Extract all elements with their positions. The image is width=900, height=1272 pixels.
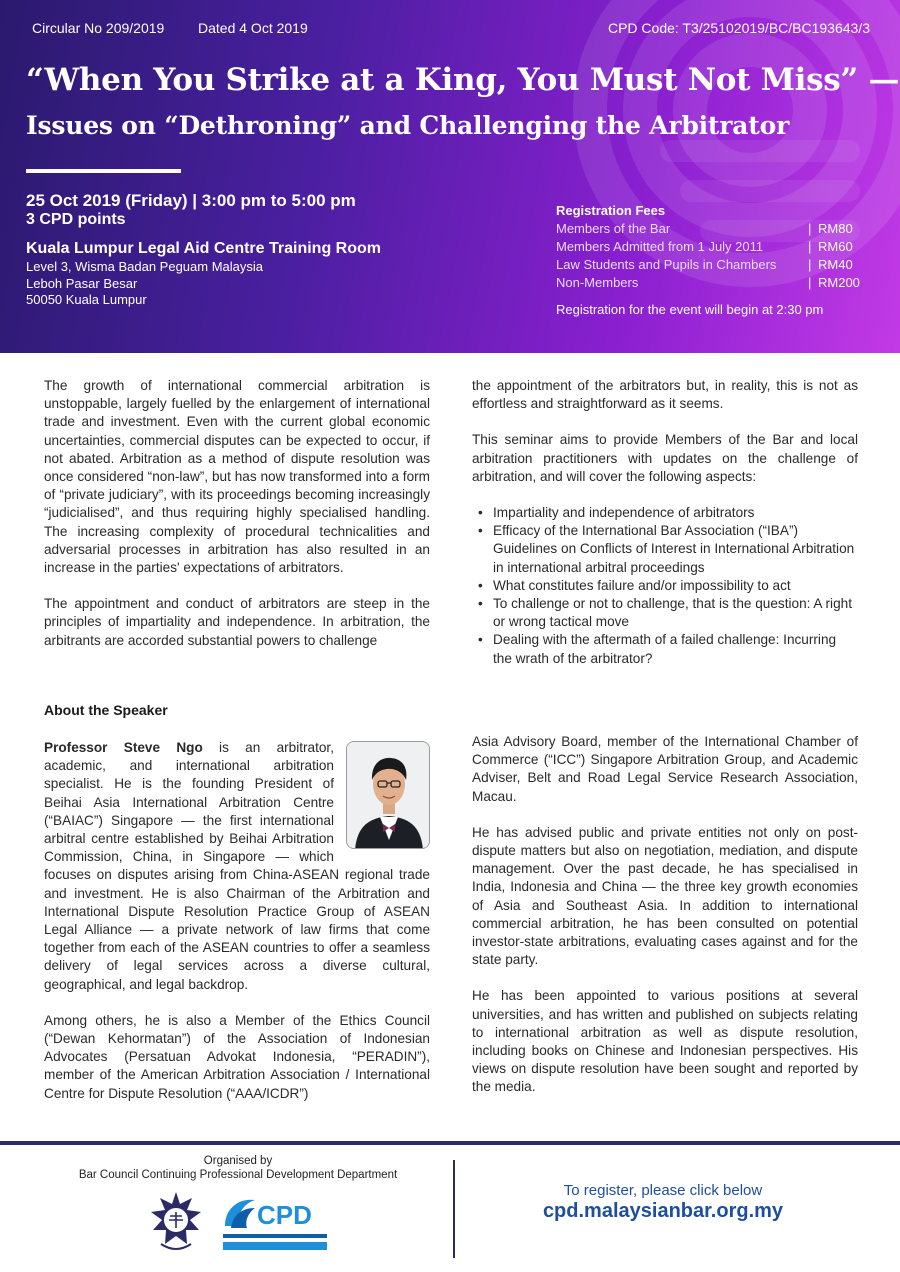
- speaker-bio-paragraph: He has advised public and private entities not only on post-dispute matters but also on negotiation, mediation, and dispute management. Over the past decade, he has specialised in India, Indonesia and China — the three key growth economies of Asia and Southeast Asia. In addition to international commercial arbitration, he has been consulted on potential investor-state arbitrations, evaluating cases against and for the state party.: [472, 824, 858, 968]
- svg-text:CPD: CPD: [257, 1200, 312, 1230]
- list-item: • Dealing with the aftermath of a failed challenge: Incurring the wrath of the arbitrator?: [472, 631, 858, 667]
- intro-paragraph: The growth of international commercial arbitration is unstoppable, largely fuelled by the enlargement of international trade and investment. Even with the current global economic uncertainties, commercial disputes can be expected to occur, if not abated. Arbitration as a method of dispute resolution was once considered “non-law”, but has now transformed into a form of “private judiciary”, with its proceedings becoming increasingly “judicialised”, and thus requiring highly specialised handling. The increasing complexity of procedural technicalities and adversarial processes in arbitration has also resulted in an increase in the parties' expectations of arbitrators.: [44, 378, 430, 576]
- footer-divider: [0, 1141, 900, 1145]
- event-date-time: 25 Oct 2019 (Friday) | 3:00 pm to 5:00 pm: [26, 191, 356, 210]
- title-underline: [26, 169, 181, 173]
- cpd-points: 3 CPD points: [26, 211, 126, 228]
- fee-category: Members of the Bar: [556, 221, 671, 236]
- intro-right-column: [472, 377, 858, 668]
- venue-address-line: Leboh Pasar Besar: [26, 276, 138, 291]
- fee-amount: RM80: [818, 221, 853, 236]
- fee-category: Law Students and Pupils in Chambers: [556, 257, 777, 272]
- register-prompt: To register, please click below: [563, 1182, 763, 1199]
- circular-date: Dated 4 Oct 2019: [198, 20, 308, 36]
- circular-number: Circular No 209/2019: [32, 20, 165, 36]
- speaker-right-column: [472, 733, 858, 1097]
- fee-category: Non-Members: [556, 275, 639, 290]
- fee-row: [556, 275, 876, 293]
- fee-amount: RM40: [818, 257, 853, 272]
- list-item: • What constitutes failure and/or impossibility to act: [472, 577, 858, 595]
- footer-vertical-divider: [453, 1160, 455, 1258]
- fee-row: [556, 239, 876, 257]
- event-title-line-2: Issues on “Dethroning” and Challenging the Arbitrator: [26, 111, 790, 140]
- fee-row: [556, 257, 876, 275]
- registration-fees-table: [556, 203, 876, 293]
- speaker-bio-paragraph: Among others, he is also a Member of the Ethics Council (“Dewan Kehormatan”) of the Association of Indonesian Advocates (Persatuan Advokat Indonesia, “PERADIN”), member of the American Arbitration Association / International Centre for Dispute Resolution (“AAA/ICDR”): [44, 1012, 430, 1101]
- register-link[interactable]: cpd.malaysianbar.org.my: [542, 1200, 784, 1222]
- fee-separator: |: [808, 239, 812, 254]
- speaker-name: Professor Steve Ngo: [44, 740, 203, 755]
- event-venue: Kuala Lumpur Legal Aid Centre Training Room: [26, 240, 381, 257]
- seminar-topics-list: [472, 504, 858, 668]
- decorative-swirl-graphic: [520, 0, 900, 353]
- list-item: • To challenge or not to challenge, that is the question: A right or wrong tactical move: [472, 595, 858, 631]
- intro-paragraph: This seminar aims to provide Members of the Bar and local arbitration practitioners with updates on the challenge of arbitration, and will cover the following aspects:: [472, 432, 858, 484]
- circular-info-bar: [32, 20, 870, 40]
- cpd-code: CPD Code: T3/25102019/BC/BC193643/3: [607, 20, 870, 36]
- speaker-left-column: [44, 739, 430, 1103]
- about-speaker-heading: About the Speaker: [44, 702, 168, 718]
- organiser-name: Bar Council Continuing Professional Development Department: [78, 1169, 398, 1181]
- registration-fees-title: Registration Fees: [556, 203, 666, 218]
- list-item: • Impartiality and independence of arbitrators: [472, 504, 858, 522]
- fee-separator: |: [808, 275, 812, 290]
- fee-separator: |: [808, 257, 812, 272]
- fee-separator: |: [808, 221, 812, 236]
- venue-address-line: Level 3, Wisma Badan Peguam Malaysia: [26, 259, 264, 274]
- event-header-banner: [0, 0, 900, 353]
- list-item: • Efficacy of the International Bar Association (“IBA”) Guidelines on Conflicts of Interest in International Arbitration in international arbitral proceedings: [472, 522, 858, 577]
- fee-amount: RM60: [818, 239, 853, 254]
- event-title-line-1: “When You Strike at a King, You Must Not Miss” —: [26, 62, 900, 98]
- venue-address-line: 50050 Kuala Lumpur: [26, 292, 147, 307]
- intro-paragraph: the appointment of the arbitrators but, in reality, this is not as effortless and straightforward as it seems.: [472, 378, 858, 412]
- registration-time-note: Registration for the event will begin at 2:30 pm: [556, 302, 824, 317]
- speaker-bio-text: is an arbitrator, academic, and international arbitration specialist. He is the founding President of Beihai Asia International Arbitration Centre (“BAIAC”) Singapore — the first international arbitral centre established by Beihai Arbitration Commission, China, in Singapore — which focuses on disputes arising from China-ASEAN regional trade and investment. He is also Chairman of the Arbitration and International Dispute Resolution Practice Group of ASEAN Legal Alliance — a private network of law firms that come together from each of the ASEAN countries to offer a seamless delivery of legal services across a diverse cultural, geographical, and legal backdrop.: [44, 740, 430, 992]
- speaker-bio-paragraph: He has been appointed to various positions at several universities, and has written and published on subjects relating to international arbitration as well as dispute resolution, including books on Chinese and Indonesian perspectives. His views on dispute resolution have been sought and reported by the media.: [472, 988, 858, 1095]
- speaker-photo: [346, 741, 430, 849]
- cpd-logo: [219, 1192, 331, 1252]
- intro-paragraph: The appointment and conduct of arbitrators are steep in the principles of impartiality and independence. In arbitration, the arbitrants are accorded substantial powers to challenge: [44, 596, 430, 648]
- bar-council-crest-logo: [147, 1190, 205, 1254]
- organised-by-label: Organised by: [203, 1155, 273, 1167]
- intro-left-column: [44, 377, 430, 650]
- fee-row: [556, 221, 876, 239]
- fee-amount: RM200: [818, 275, 860, 290]
- speaker-bio-paragraph: Asia Advisory Board, member of the International Chamber of Commerce (“ICC”) Singapore Arbitration Group, and Academic Adviser, Belt and Road Legal Service Research Association, Macau.: [472, 734, 858, 804]
- fee-category: Members Admitted from 1 July 2011: [556, 239, 764, 254]
